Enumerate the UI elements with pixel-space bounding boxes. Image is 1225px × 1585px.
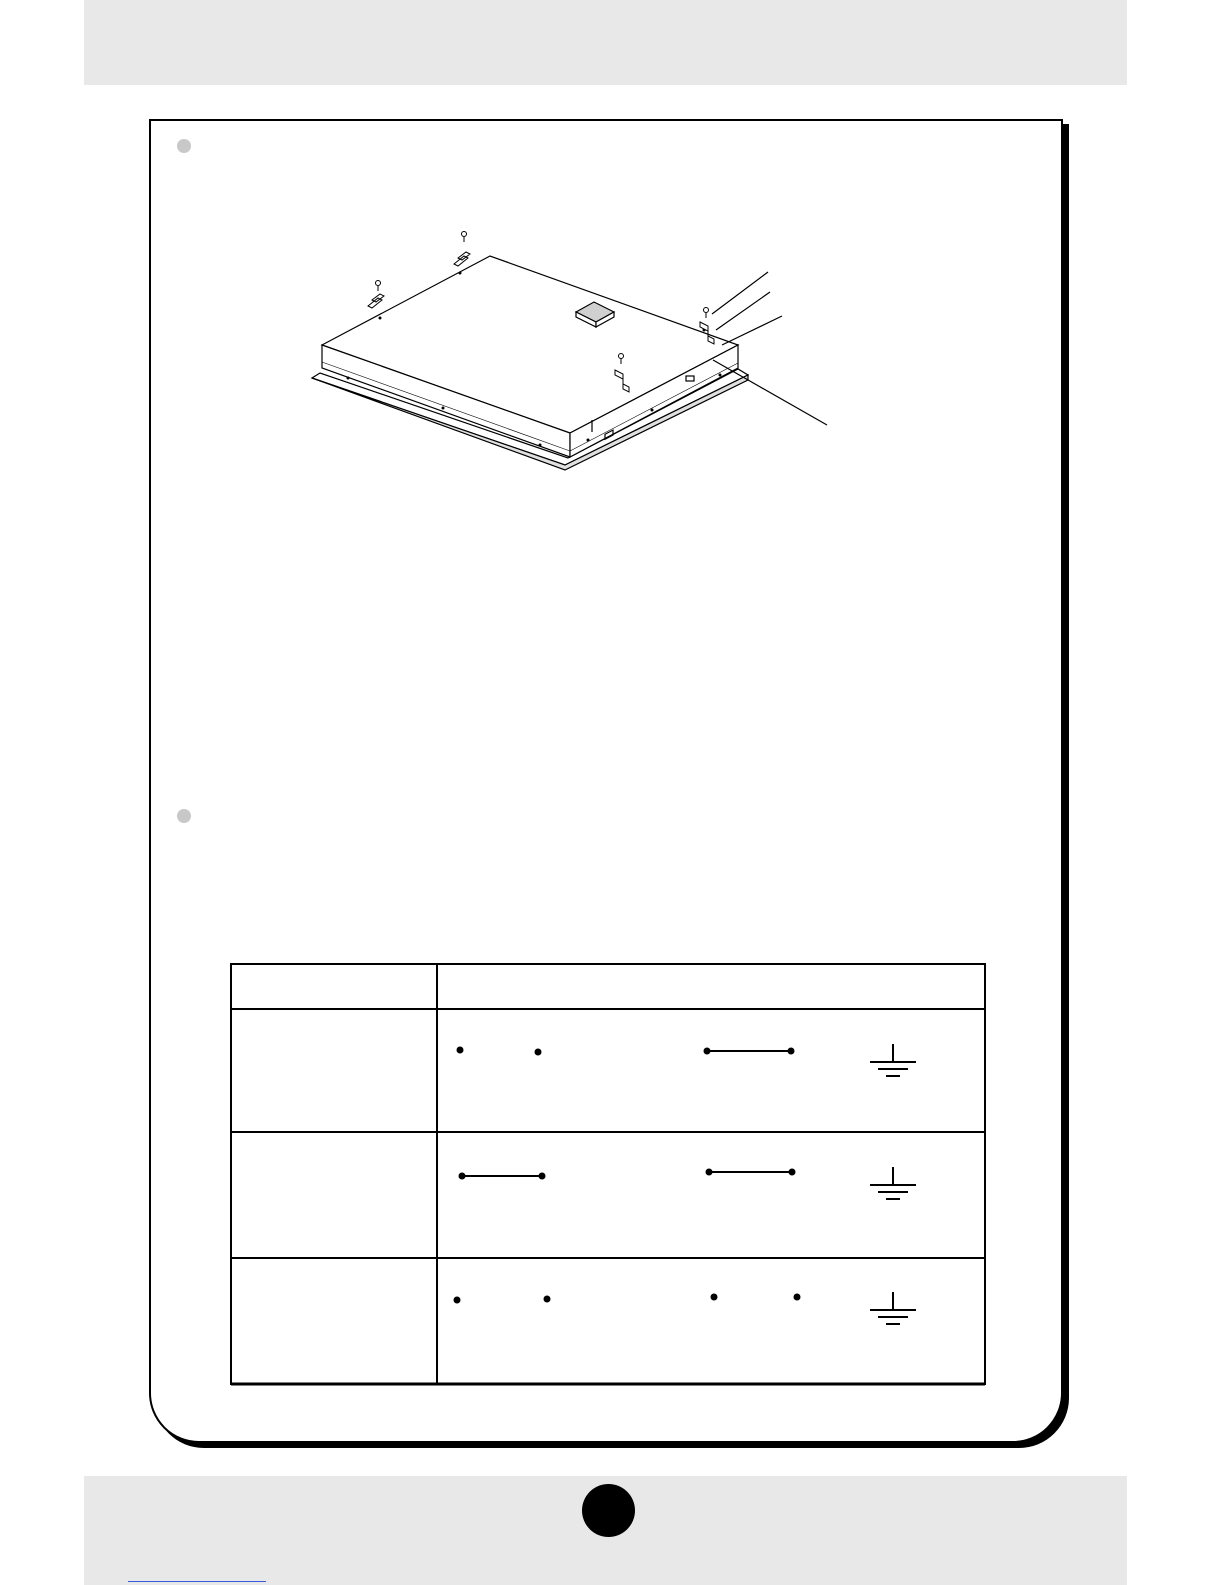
section-bullet-1: [177, 139, 191, 153]
header-band: [84, 0, 1127, 85]
terminal-dot-icon: [788, 1048, 795, 1055]
pointer-line-4: [713, 360, 827, 425]
wiring-table: [230, 963, 986, 1386]
terminal-dot-icon: [459, 1173, 466, 1180]
pointer-line-3: [722, 316, 782, 345]
terminal-dot-icon: [704, 1048, 711, 1055]
terminal-dot-icon: [706, 1169, 713, 1176]
table-row-1: [457, 1044, 917, 1076]
terminal-dot-icon: [794, 1294, 801, 1301]
page-number-badge: [582, 1484, 635, 1537]
ground-icon: [870, 1044, 916, 1076]
footer-link-underline: [128, 1581, 266, 1582]
table-row-2: [459, 1167, 917, 1199]
ground-icon: [870, 1292, 916, 1324]
terminal-dot-icon: [535, 1049, 542, 1056]
terminal-dot-icon: [789, 1169, 796, 1176]
section-bullet-2: [177, 809, 191, 823]
mounting-bracket-2: [368, 281, 384, 309]
table-row-3: [454, 1292, 917, 1324]
mounting-bracket-1: [454, 232, 470, 267]
terminal-dot-icon: [454, 1297, 461, 1304]
terminal-dot-icon: [457, 1047, 464, 1054]
pointer-line-2: [716, 292, 770, 330]
terminal-dot-icon: [539, 1173, 546, 1180]
installation-figure: [300, 220, 840, 480]
pointer-line-1: [712, 272, 768, 314]
ground-icon: [870, 1167, 916, 1199]
terminal-dot-icon: [544, 1296, 551, 1303]
terminal-dot-icon: [711, 1294, 718, 1301]
